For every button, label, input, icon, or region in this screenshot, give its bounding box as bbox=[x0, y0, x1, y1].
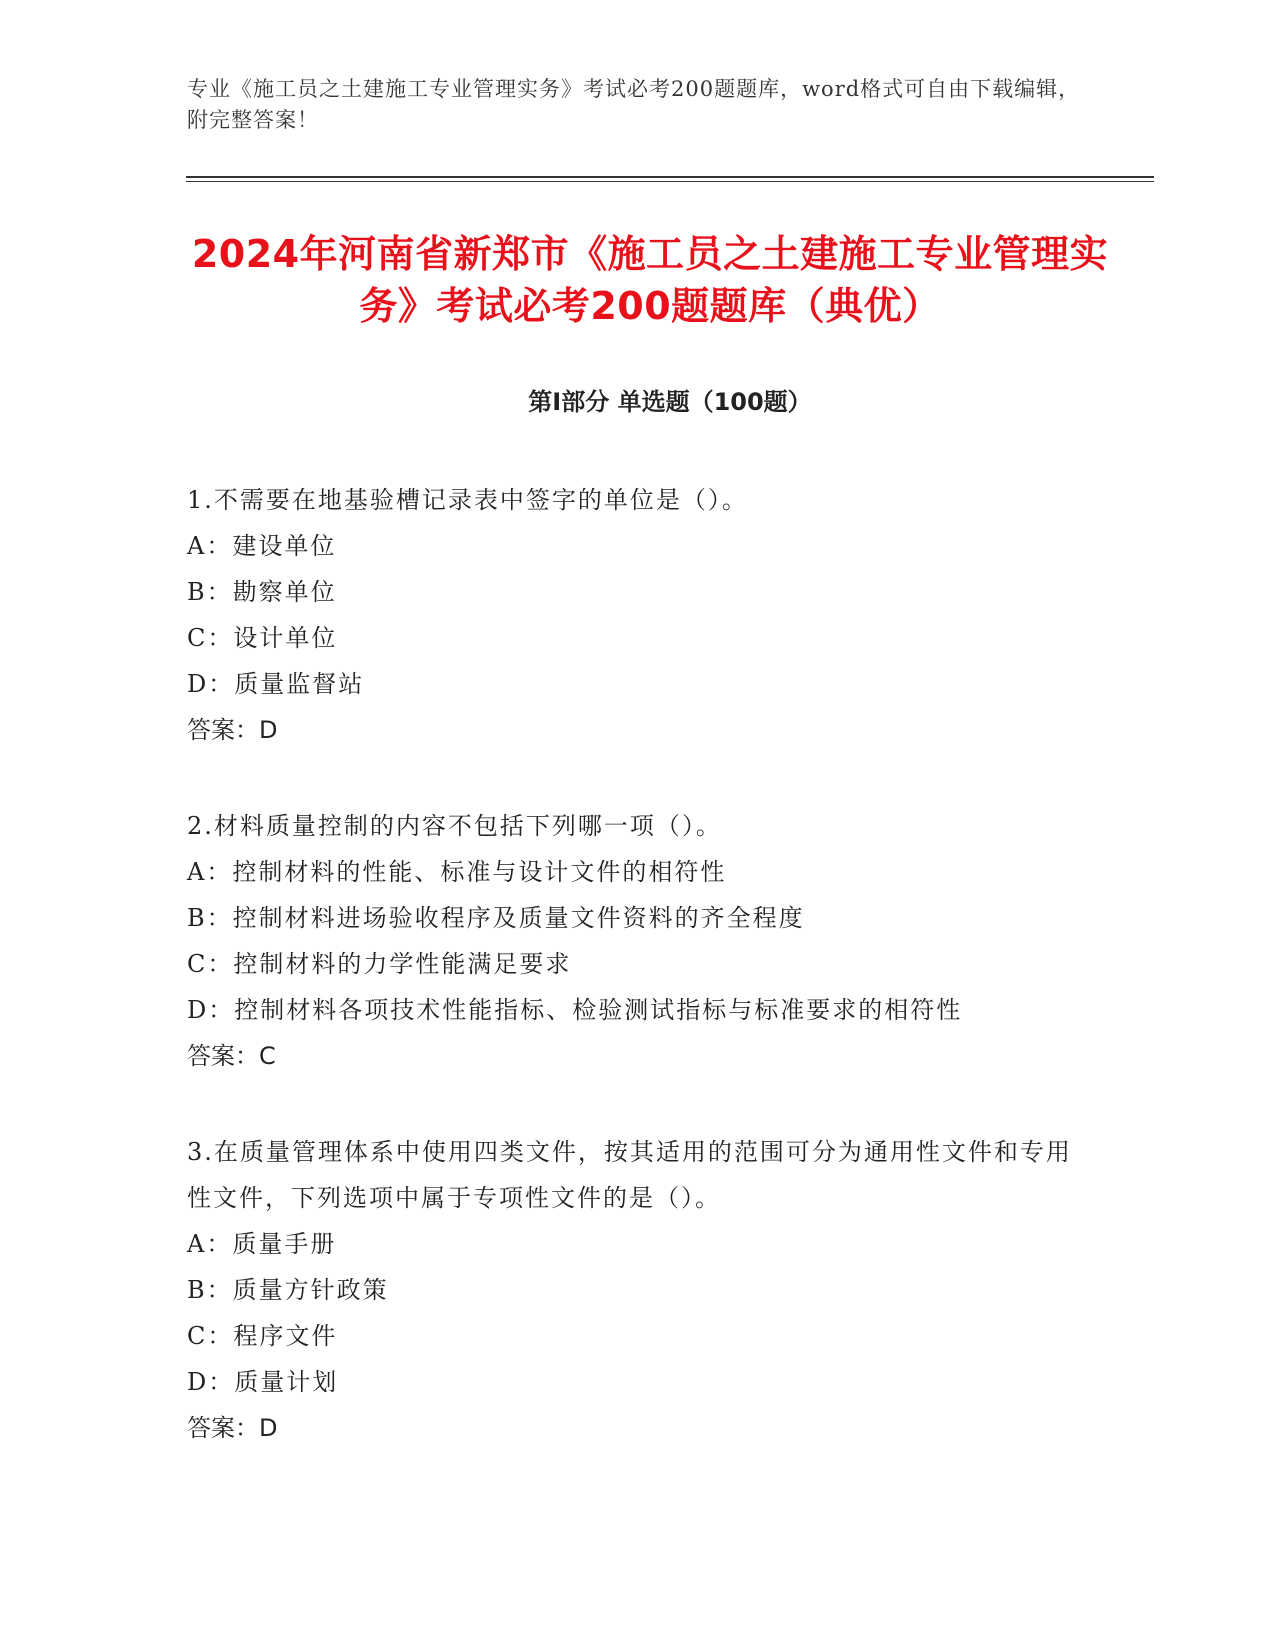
answer: 答案：D bbox=[187, 716, 278, 744]
answer: 答案：C bbox=[187, 1042, 276, 1070]
option-c: C：控制材料的力学性能满足要求 bbox=[187, 950, 572, 978]
header-rule-thick bbox=[186, 176, 1154, 178]
option-d: D：质量计划 bbox=[187, 1368, 339, 1396]
option-b: B：质量方针政策 bbox=[187, 1276, 389, 1304]
question-list bbox=[187, 477, 1087, 1501]
option-b: B：勘察单位 bbox=[187, 578, 337, 606]
option-a: A：控制材料的性能、标准与设计文件的相符性 bbox=[187, 858, 727, 886]
question-1 bbox=[187, 477, 1087, 753]
option-c: C：程序文件 bbox=[187, 1322, 338, 1350]
option-d: D：质量监督站 bbox=[187, 670, 365, 698]
option-b: B：控制材料进场验收程序及质量文件资料的齐全程度 bbox=[187, 904, 805, 932]
question-3 bbox=[187, 1129, 1087, 1451]
header-note: 专业《施工员之土建施工专业管理实务》考试必考200题题库，word格式可自由下载编辑，附完整答案！ bbox=[187, 77, 1081, 132]
answer: 答案：D bbox=[187, 1414, 278, 1442]
header-rule-thin bbox=[186, 181, 1154, 182]
option-c: C：设计单位 bbox=[187, 624, 338, 652]
option-d: D：控制材料各项技术性能指标、检验测试指标与标准要求的相符性 bbox=[187, 996, 963, 1024]
option-a: A：建设单位 bbox=[187, 532, 337, 560]
option-a: A：质量手册 bbox=[187, 1230, 337, 1258]
question-2 bbox=[187, 803, 1087, 1079]
question-stem: 2.材料质量控制的内容不包括下列哪一项（）。 bbox=[187, 812, 722, 840]
question-stem: 3.在质量管理体系中使用四类文件，按其适用的范围可分为通用性文件和专用性文件，下列选项中属于专项性文件的是（）。 bbox=[187, 1138, 1072, 1212]
section-title: 第I部分 单选题（100题） bbox=[528, 388, 812, 416]
question-stem: 1.不需要在地基验槽记录表中签字的单位是（）。 bbox=[187, 486, 748, 514]
document-title: 2024年河南省新郑市《施工员之土建施工专业管理实务》考试必考200题题库（典优） bbox=[191, 232, 1109, 328]
